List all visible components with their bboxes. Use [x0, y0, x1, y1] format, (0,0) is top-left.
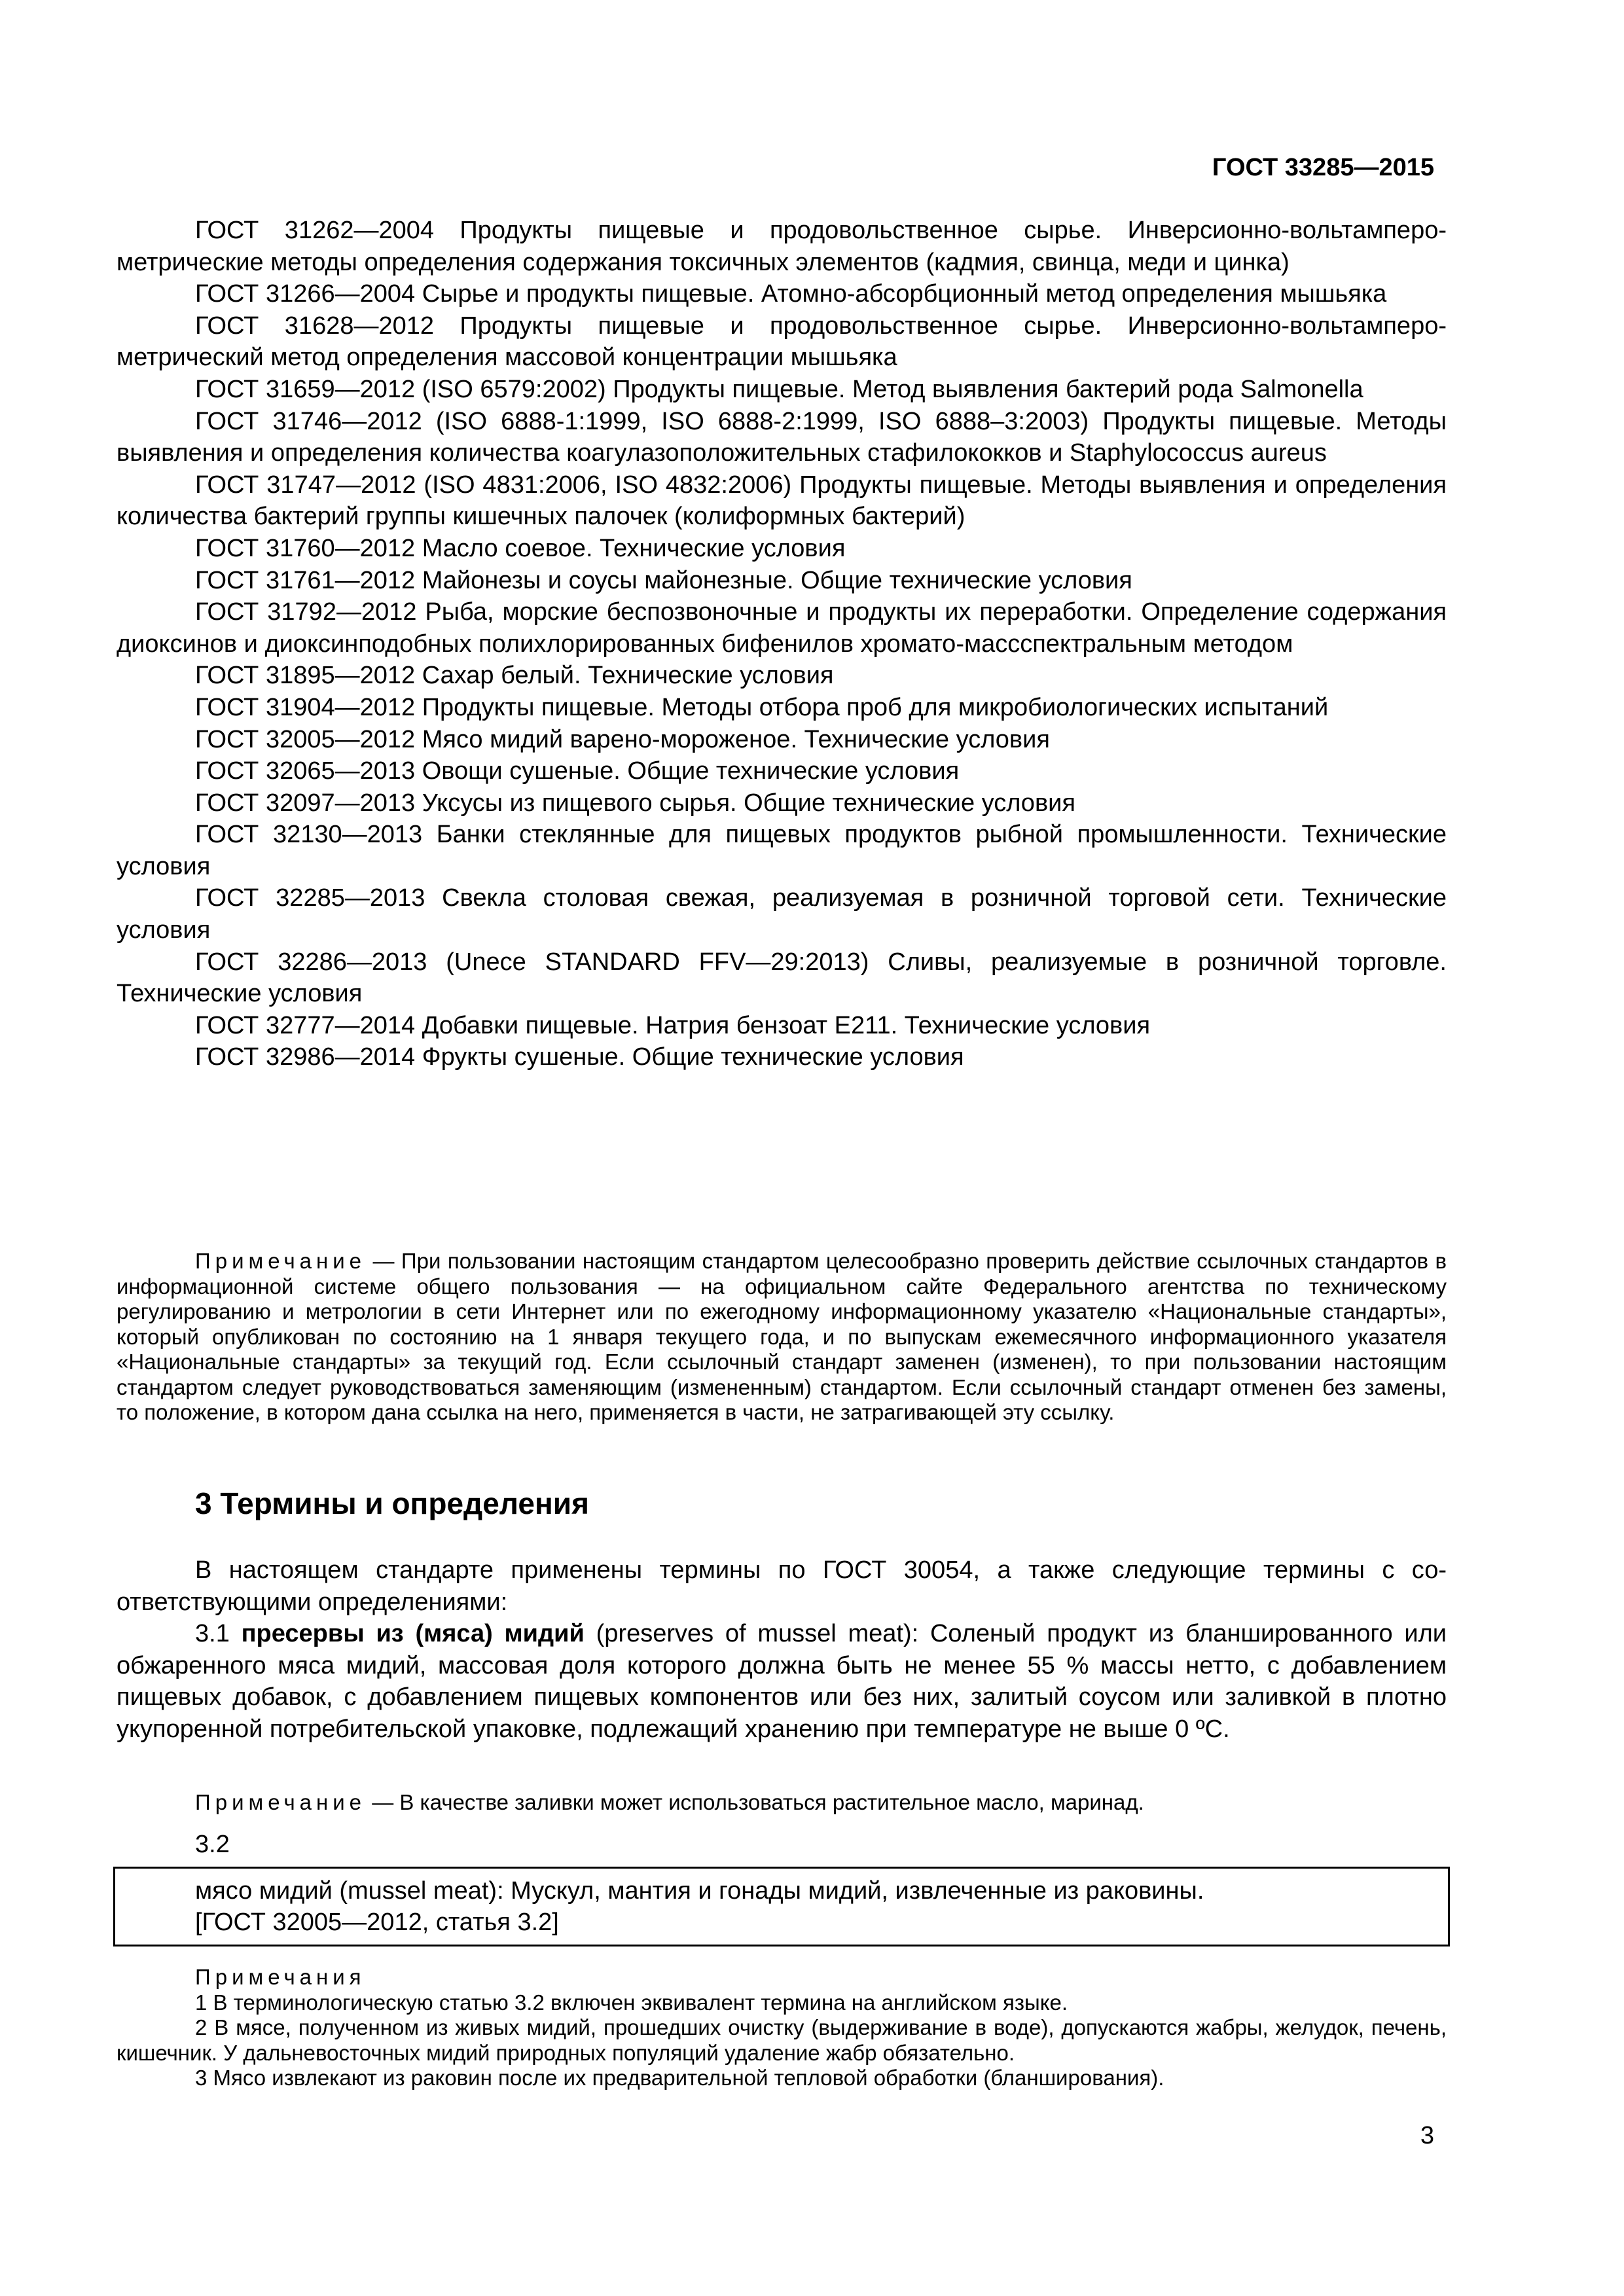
term-source: [ГОСТ 32005—2012, статья 3.2] — [195, 1909, 559, 1936]
note-label: Примечание — [195, 1249, 367, 1273]
term-3-2-box — [113, 1867, 1450, 1946]
reference-item: ГОСТ 31659—2012 (ISO 6579:2002) Продукты пищевые. Метод выявления бактерий рода Salmonella — [195, 375, 1363, 403]
reference-item: ГОСТ 31628—2012 Продукты пищевые и продовольственное сырье. Инверсионно-вольтамперометрический метод определения массовой концентрации мышьяка — [117, 312, 1447, 372]
reference-item: ГОСТ 32097—2013 Уксусы из пищевого сырья. Общие технические условия — [195, 789, 1075, 817]
reference-item: ГОСТ 32130—2013 Банки стеклянные для пищевых продуктов рыбной промышленности. Технические условия — [117, 821, 1447, 880]
section-intro: В настоящем стандарте применены термины по ГОСТ 30054, а также следующие термины с соответствующими определениями: — [117, 1556, 1447, 1616]
note-text: — При пользовании настоящим стандартом целесообразно проверить действие ссылочных стандартов в информационной системе общего пользования — на официальном сайте Федерального агентства по техническому регулированию и метрологии в сети Интернет или по ежегодному информационному указателю «Национальные стандарты», который опубликован по состоянию на 1 января текущего года, и по выпускам ежемесячного информационного указателя «Национальные стандарты» за текущий год. Если ссылочный стандарт заменен (изменен), то при пользовании настоящим стандартом следует руководствоваться заменяющим (измененным) стандартом. Если ссылочный стандарт отменен без замены, то положение, в котором дана ссылка на него, применяется в части, не затрагивающей эту ссылку. — [117, 1249, 1447, 1424]
term-definition: мясо мидий (mussel meat): Мускул, мантия и гонады мидий, извлеченные из раковины. — [195, 1877, 1204, 1905]
section-title: 3 Термины и определения — [195, 1486, 589, 1520]
reference-item: ГОСТ 32986—2014 Фрукты сушеные. Общие технические условия — [195, 1043, 964, 1071]
term-note — [117, 1790, 1447, 1816]
note-label: Примечание — [195, 1790, 367, 1814]
term-notes — [117, 1965, 1447, 2091]
reference-item: ГОСТ 31895—2012 Сахар белый. Технические условия — [195, 662, 834, 690]
page-number: 3 — [1420, 2122, 1434, 2149]
note-item: 1 В терминологическую статью 3.2 включен эквивалент термина на английском языке. — [195, 1990, 1068, 2015]
reference-item: ГОСТ 31760—2012 Масло соевое. Технические условия — [195, 534, 846, 562]
reference-item: ГОСТ 32285—2013 Свекла столовая свежая, реализуемая в розничной торговой сети. Технические условия — [117, 884, 1447, 944]
reference-item: ГОСТ 31746—2012 (ISO 6888-1:1999, ISO 6888-2:1999, ISO 6888–3:2003) Продукты пищевые. Методы выявления и определения количества коагулазоположительных стафилококков и Staphylococcus aureus — [117, 407, 1447, 467]
note-item: 3 Мясо извлекают из раковин после их предварительной тепловой обработки (бланширования). — [195, 2066, 1164, 2090]
note-text: — В качестве заливки может использоваться растительное масло, маринад. — [372, 1790, 1144, 1814]
reference-item: ГОСТ 31761—2012 Майонезы и соусы майонезные. Общие технические условия — [195, 566, 1132, 594]
references-note — [117, 1249, 1447, 1426]
notes-label: Примечания — [195, 1965, 366, 1989]
reference-item: ГОСТ 31747—2012 (ISO 4831:2006, ISO 4832:2006) Продукты пищевые. Методы выявления и определения количества бактерий группы кишечных палочек (колиформных бактерий) — [117, 471, 1447, 531]
reference-item: ГОСТ 32777—2014 Добавки пищевые. Натрия бензоат E211. Технические условия — [195, 1011, 1151, 1039]
normative-references-list — [117, 215, 1447, 1073]
term-definition: (preserves of mussel meat): Соленый продукт из бланшированного или обжаренного мяса мидий, массовая доля которого должна быть не менее 55 % массы нетто, с добавлением пищевых добавок, с добавлением пищевых компонентов или без них, залитый соусом или заливкой в плотно укупоренной потребительской упаковке, подлежащий хранению при температуре не выше 0 ºС. — [117, 1620, 1447, 1743]
reference-item: ГОСТ 31262—2004 Продукты пищевые и продовольственное сырье. Инверсионно-вольтамперометрические методы определения содержания токсичных элементов (кадмия, свинца, меди и цинка) — [117, 217, 1447, 276]
term-3-1 — [117, 1618, 1447, 1745]
reference-item: ГОСТ 32065—2013 Овощи сушеные. Общие технические условия — [195, 757, 960, 785]
reference-item: ГОСТ 31904—2012 Продукты пищевые. Методы отбора проб для микробиологических испытаний — [195, 693, 1329, 721]
term-number: 3.1 — [195, 1620, 230, 1647]
reference-item: ГОСТ 31266—2004 Сырье и продукты пищевые. Атомно-абсорбционный метод определения мышьяка — [195, 280, 1387, 308]
reference-item: ГОСТ 32286—2013 (Unece STANDARD FFV—29:2013) Сливы, реализуемые в розничной торговле. Технические условия — [117, 948, 1447, 1008]
reference-item: ГОСТ 32005—2012 Мясо мидий варено-мороженое. Технические условия — [195, 725, 1050, 753]
term-number-3-2: 3.2 — [195, 1831, 230, 1858]
note-item: 2 В мясе, полученном из живых мидий, прошедших очистку (выдерживание в воде), допускаются жабры, желудок, печень, кишечник. У дальневосточных мидий природных популяций удаление жабр обязательно. — [117, 2015, 1447, 2065]
document-code-header: ГОСТ 33285—2015 — [1212, 154, 1434, 181]
term-name: пресервы из (мяса) мидий — [241, 1620, 585, 1647]
reference-item: ГОСТ 31792—2012 Рыба, морские беспозвоночные и продукты их переработки. Определение содержания диоксинов и диоксинподобных полихлорированных бифенилов хромато-массспектральным методом — [117, 598, 1447, 658]
